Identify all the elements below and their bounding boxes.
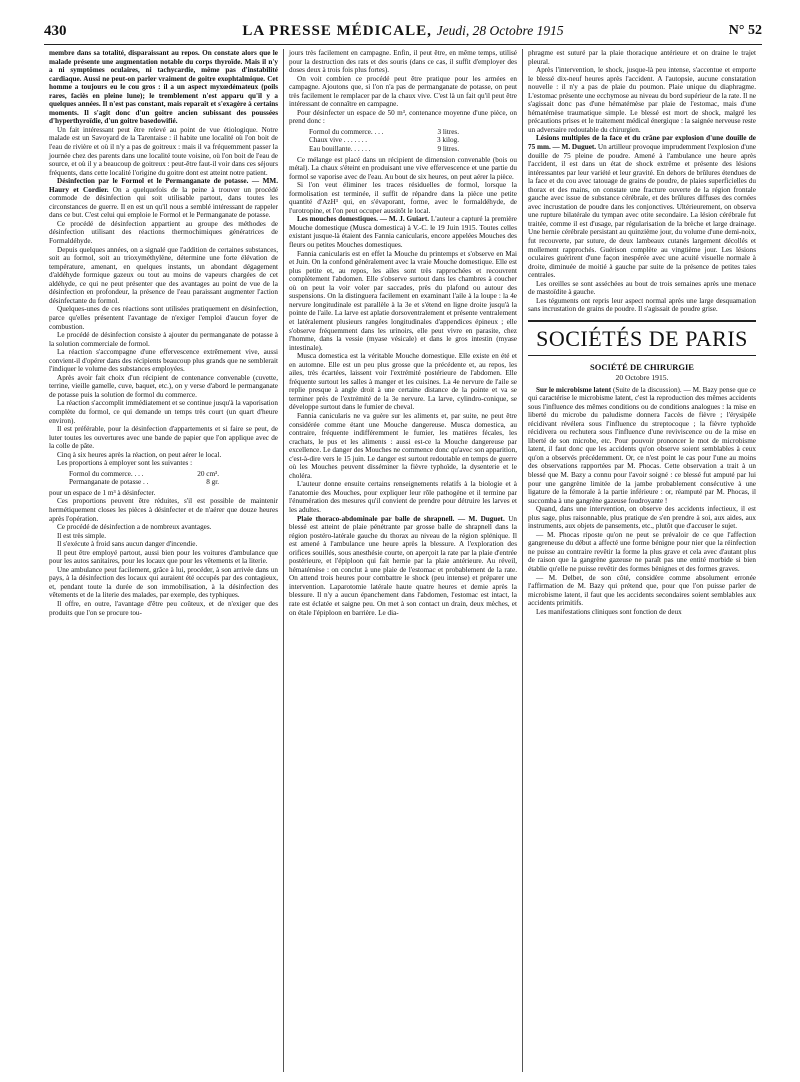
paragraph: Musca domestica est la véritable Mouche domestique. Elle existe en été et en automne. Elle est un peu plus grosse que la précédente et, au repos, les ailes, très écartées, laissent voir l'extrémité postérieure de l'abdomen. Elle fréquente surtout les salles à manger et les cuisines. La 4e nervure de l'aile se replie presque à angle droit à une certaine distance de la pointe et va se terminer près de l'extrémité de la 3e nervure. La larve, cylindro-conique, se développe surtout dans le fumier de cheval.	[289, 352, 517, 412]
table-cell: 9 litres.	[437, 145, 459, 154]
journal-title: LA PRESSE MÉDICALE,	[242, 22, 432, 39]
paragraph: — M. Phocas riposte qu'on ne peut se prévaloir de ce que l'affection gangreneuse du début a affecté une forme bénigne pour nier que la réinfection ne puisse au contraire revêtir la forme la plus grave et cela avec d'autant plus de raison que la gangrène gazeuse ne paraît pas une entité morbide si bien établie qu'elle ne puisse revêtir des formes bénignes et des formes graves.	[528, 530, 756, 573]
table-cell: Formol du commerce. . . .	[309, 127, 384, 136]
paragraph: — M. Delbet, de son côté, considère comme absolument erronée l'affirmation de M. Bazy qui prétend que, pour que l'on puisse parler de microbisme latent, il faut que les accidents secondaires soient semblables aux accidents primitifs.	[528, 573, 756, 608]
column-2	[283, 49, 522, 1072]
article-heading: Plaie thoraco-abdominale par balle de shrapnell. — M. Duguet.	[297, 514, 505, 523]
article-lesions	[528, 134, 756, 279]
paragraph: Quelques-unes de ces réactions sont utilisées pratiquement en désinfection, parce qu'elles présentent l'avantage de n'exiger l'emploi d'aucun foyer de combustion.	[49, 305, 278, 331]
column-3	[522, 49, 761, 1072]
paragraph: Après l'intervention, le shock, jusque-là peu intense, s'accentue et emporte le blessé dix-neuf heures après l'accident. A l'autopsie, aucune constatation nouvelle : il n'y a pas de plaie du poumon. Plaie unique du diaphragme. L'estomac présente une ecchymose au niveau du bord supérieur de la rate. Il ne s'agissait donc pas d'une hématémèse par plaie de l'estomac, mais d'une hématémèse traumatique simple. Le blessé est mort de shock, malgré les précautions prises et le traitement médical énergique : la saignée nerveuse reste un adversaire redoutable du chirurgien.	[528, 66, 756, 134]
article-columns	[44, 49, 762, 1072]
paragraph: Si l'on veut éliminer les traces résiduelles de formol, lorsque la formolisation est terminée, il suffit de répandre dans la pièce une petite quantité d'AzH³ qui, en s'évaporant, forme, avec le formaldéhyde, de l'urotropine, et l'on peut occuper aussitôt le local.	[289, 181, 517, 215]
paragraph: La réaction s'accompagne d'une effervescence extrêmement vive, aussi convient-il d'opérer dans des récipients beaucoup plus grands que ne semblerait l'indiquer le volume des substances employées.	[49, 348, 278, 374]
page-number: 430	[44, 22, 67, 39]
table-row	[309, 145, 459, 154]
article-plaie	[289, 515, 517, 618]
issue-number: N° 52	[728, 23, 762, 38]
paragraph: Depuis quelques années, on a signalé que l'addition de certaines substances, soit au formol, soit au trioxyméthylène, détermine une forte élévation de température, amenant, en quelques instants, un abondant dégagement d'aldéhyde formique gazeux ou tout au moins de vapeurs chargées de cet aldéhyde, ce qui ne peut présenter que des avantages au point de vue de la désinfection en profondeur, la présence de l'eau paraissant augmenter l'action désinfectante du formol.	[49, 245, 278, 305]
paragraph: pour un espace de 1 m³ à désinfecter.	[49, 488, 156, 497]
article-heading: Lésions multiples de la face et du crâne par explosion d'une douille de 75 mm. — M. Duguet.	[528, 134, 756, 152]
proportions-table	[69, 470, 278, 487]
table-cell: Eau bouillante. . . . . .	[309, 145, 371, 154]
article-formol	[49, 177, 278, 220]
paragraph: Quand, dans une intervention, on observe des accidents infectieux, il est plus sage, plus raisonnable, plus pratique de s'en prendre à soi, aux aides, aux instruments, aux objets de pansements, etc., plutôt que d'accuser le sujet.	[528, 505, 756, 531]
table-row	[69, 478, 219, 487]
paragraph: Les oreilles se sont asséchées au bout de trois semaines après une menace de mastoïdite à gauche.	[528, 279, 756, 297]
paragraph: La réaction s'accomplit immédiatement et se continue jusqu'à la vaporisation complète du formol, ce qui demande un temps très court (un quart d'heure environ).	[49, 399, 278, 425]
table-cell: 8 gr.	[206, 478, 219, 487]
paragraph: On a quelquefois de la peine à trouver un procédé commode de désinfection qui soit utilisable partout, dans toutes les circonstances de guerre. Il en est un qu'il nous a semblé intéressant de rappeler dans ce but. C'est celui qui emploie le Formol et le Permanganate de potasse.	[49, 185, 278, 220]
paragraph: Une ambulance peut facilement, grâce à lui, procéder, à son arrivée dans un pays, à la désinfection des locaux qui auraient été occupés par des contagieux, et, pendant toute la durée de son immobilisation, à la désinfection des vêtements et de la literie des malades, par exemple, des typhiques.	[49, 565, 278, 600]
article-heading: Sur le microbisme latent	[536, 385, 612, 394]
paragraph: Les manifestations cliniques sont fonction de deux	[536, 607, 682, 616]
table-row	[69, 470, 219, 479]
paragraph: Il peut être employé partout, aussi bien pour les voitures d'ambulance que pour les autos sanitaires, pour les locaux que pour les vêtements et la literie.	[49, 548, 278, 566]
paragraph: Ce procédé de désinfection appartient au groupe des méthodes de désinfection utilisant des réactions thermochimiques génératrices de Formaldéhyde.	[49, 219, 278, 246]
paragraph: On voit combien ce procédé peut être pratique pour les armées en campagne. Ajoutons que, si l'on n'a pas de permanganate de potasse, on peut très facilement le remplacer par de la chaux vive. C'est là un fait qu'il peut être intéressant de connaître en campagne.	[289, 74, 517, 109]
paragraph: Les proportions à employer sont les suivantes :	[57, 459, 193, 468]
paragraph: membre dans sa totalité, disparaissant au repos. On constate alors que le malade présente une augmentation notable du corps thyroïde. Mais il n'y a ni symptômes oculaires, ni tachycardie, même pas d'instabilité cardiaque. Aussi ne peut-on parler vraiment de goitre exophtalmique. Cet homme a toujours eu le cou gros : il a un aspect myxœdémateux (poils rares, faciès en pleine lune); le tremblement n'est apparu qu'il y a quelques années. Il n'est pas constant, mais reparaît et s'exagère à certains moments. Il s'agit donc d'un goitre ancien subissant des poussées d'hyperthyroïdie, d'un goitre basedowifié.	[49, 49, 278, 126]
table-cell: Chaux vive . . . . . . .	[309, 136, 368, 145]
quantities-table	[309, 128, 517, 154]
paragraph: Ce mélange est placé dans un récipient de dimension convenable (bois ou métal). La chaux s'éteint en produisant une vive effervescence et une partie du formol se vaporise avec de l'eau. Au bout de six heures, on peut aérer la pièce.	[289, 155, 517, 181]
section-title: SOCIÉTÉS DE PARIS	[528, 320, 756, 356]
paragraph: Le procédé de désinfection consiste à ajouter du permanganate de potasse à la solution commerciale de formol.	[49, 331, 278, 348]
paragraph: Cinq à six heures après la réaction, on peut aérer le local.	[57, 450, 222, 459]
issue-date: Jeudi, 28 Octobre 1915	[436, 22, 564, 38]
paragraph: Fannia canicularis ne va guère sur les aliments et, par suite, ne peut être considérée comme étant une Mouche dangereuse. Musca domestica, au contraire, fréquente indifféremment le fumier, les matières fécales, les crachats, le pus et les aliments : aussi est-ce la Mouche dangereuse par excellence. Le danger des Mouches ne commence donc qu'avec son apparition, c'est-à-dire vers le 15 juin. Le danger est surtout redoutable en temps de guerre où les Mouches peuvent disséminer la fièvre typhoïde, la dysenterie et le choléra.	[289, 411, 517, 480]
table-row	[309, 128, 459, 137]
newspaper-page	[44, 22, 762, 1072]
paragraph: Il s'exécute à froid sans aucun danger d'incendie.	[57, 540, 198, 549]
table-cell: Permanganate de potasse . .	[69, 478, 149, 487]
paragraph: jours très facilement en campagne. Enfin, il peut être, en même temps, utilisé pour la destruction des rats et des souris (dans ce cas, il suffit d'employer des doses deux à trois fois plus fortes).	[289, 49, 517, 75]
table-cell: 3 kilog.	[437, 136, 459, 145]
paragraph: phragme est suturé par la plaie thoracique antérieure et on draine le trajet pleural.	[528, 49, 756, 66]
article-heading: Les mouches domestiques. — M. J. Guiart.	[297, 215, 430, 224]
article-microbisme	[528, 386, 756, 506]
paragraph: Un fait intéressant peut être relevé au point de vue étiologique. Notre malade est un Savoyard de la Tarentaise : il habite une localité où l'on boit de l'eau de rivière et où il n'y a pas de goitreux : mais il va fréquemment passer la journée chez des parents dans une localité toute voisine, où l'on boit de l'eau de source, et où il y a beaucoup de goitreux : peut-être faut-il voir dans ces séjours fréquents, dans cette localité l'origine du goitre dont est atteint notre patient.	[49, 125, 278, 177]
paragraph: L'auteur donne ensuite certains renseignements relatifs à la biologie et à l'anatomie des Mouches, pour expliquer leur rôle pathogène et il termine par l'énumération des mesures qu'il convient de prendre pour détruire les larves et les adultes.	[289, 480, 517, 514]
paragraph: Fannia canicularis est en effet la Mouche du printemps et s'observe en Mai et Juin. On la confond généralement avec la vraie Mouche domestique. Elle est plus petite et, au repos, les ailes sont très rapprochées et recouvrent complètement l'abdomen. Elle s'observe surtout dans les chambres à coucher où on peut la voir voler par saccades, près du plafond ou autour des suspensions. On la distinguera facilement en examinant l'aile à la loupe : la 4e nervure longitudinale est parallèle à la 3e et s'étend en ligne droite jusqu'à la pointe de l'aile. La larve est aplatie dorsoventralement et présente ventralement et latéralement plusieurs rangées longitudinales d'appendices épineux ; elle s'observe fréquemment dans les urinoirs, elle peut vivre en parasite, chez l'homme, dans la vessie (myase vésicale) et dans le gros intestin (myase intestinale).	[289, 249, 517, 352]
table-cell: 3 litres.	[437, 127, 459, 136]
paragraph: (Suite de la discussion). — M. Bazy pense que ce qui caractérise le microbisme latent, c'est la reproduction des mêmes accidents sous l'influence des mêmes conditions ou de conditions analogues : la mise en liberté du microbe du paludisme donnera l'accès de fièvre ; l'érysipèle récidivant révélera sous l'influence du streptocoque ; la fièvre typhoïde récidivera ou rechutera sous l'influence d'une reviviscence ou de la mise en liberté de son microbe, etc. Pour pouvoir prononcer le mot de microbisme latent, il faut donc que les accidents qu'on observe soient semblables à ceux qu'on a observés précédemment. Or, ce n'est point le cas pour l'une au moins des observations rapportées par M. Phocas. Cette observation a trait à un blessé que M. Bazy a connu pour l'avoir soigné : ce blessé fut amputé par lui pour une gangrène limitée de la jambe probablement consécutive à une ligature de la fémorale à la partie inférieure : or, réamputé par M. Phocas, il succomba à une gangrène gazeuse foudroyante !	[528, 385, 756, 505]
session-date: 20 Octobre 1915.	[615, 372, 669, 382]
article-heading: Désinfection par le Formol et le Permanganate de potasse. — MM. Haury et Cordier.	[49, 177, 278, 194]
paragraph: Après avoir fait choix d'un récipient de contenance convenable (cuvette, terrine, vieille gamelle, cuve, baquet, etc.), on y verse d'abord le permanganate de potasse puis la solution de formol du commerce.	[49, 373, 278, 399]
masthead	[242, 23, 563, 40]
page-header	[44, 22, 762, 45]
paragraph: Il est préférable, pour la désinfection d'appartements et si faire se peut, de luter toutes les ouvertures avec une bande de papier que l'on applique avec de la colle de pâte.	[49, 425, 278, 451]
society-name: SOCIÉTÉ DE CHIRURGIE	[590, 361, 694, 372]
table-row	[309, 136, 459, 145]
paragraph: Il est très simple.	[57, 531, 107, 540]
paragraph: Ce procédé de désinfection a de nombreux avantages.	[57, 523, 212, 532]
paragraph: Pour désinfecter un espace de 50 m³, contenance moyenne d'une pièce, on prend donc :	[289, 108, 517, 126]
table-cell: Formol du commerce. . . .	[69, 469, 144, 478]
paragraph: L'auteur a capturé la première Mouche domestique (Musca domestica) à V.-C. le 19 Juin 1915. Toutes celles existant jusque-là étaient des Fannia canicularis, encore appelées Mouches des fleurs ou petites Mouches domestiques.	[289, 215, 517, 250]
paragraph: Un artilleur provoque imprudemment l'explosion d'une douille de 75 pleine de poudre. Amené à l'ambulance une heure après l'accident, il est dans un état de shock extrême et présente des lésions intéressantes par leur variété et leur gravité. En dehors de brûlures étendues de la face et du cou avec tatouage de grains de poudre, de plaies superficielles du thorax et des mains, on constate une fracture ouverte de la région frontale gauche avec issue de substance cérébrale, et des brûlures diffuses des cornées avec incrustation de poudre dans les conjonctives. Ultérieurement, on observa une rupture bilatérale du tympan avec otite secondaire. La lésion cérébrale fut traitée, comme il est d'usage, par régularisation de la brèche et large drainage. Une hernie cérébrale persistant au quinzième jour, du volume d'une demi-noix, fut recouverte, par suture, de deux lambeaux cutanés largement décollés et mollement rapprochés. Guérison complète au vingtième jour. Les lésions oculaires guérirent d'une façon inespérée avec une acuité visuelle normale à droite, diminuée de moitié à gauche par suite de la présence de petites taies centrales.	[528, 143, 756, 280]
paragraph: Ces proportions peuvent être réduites, s'il est possible de maintenir hermétiquement closes les pièces à désinfecter et de n'aérer que douze heures après l'opération.	[49, 497, 278, 523]
article-mouches	[289, 215, 517, 249]
column-1	[44, 49, 283, 1072]
paragraph: Un blessé est atteint de plaie pénétrante par grosse balle de shrapnell dans la région postéro-latérale gauche du thorax au niveau de la région splénique. Il est amené à l'ambulance une heure après la blessure. A l'exploration des orifices souillés, sous anesthésie courte, on aperçoit la rate par la plaie d'entrée postérieure, et l'épiploon qui fait hernie par la plaie antérieure. Au réveil, hématémèse : on conclut à une plaie de l'estomac et probablement de la rate. On attend trois heures pour combattre le shock (peu intense) et préparer une intervention. Laparotomie latérale haute quatre heures et demie après la blessure. Il n'y a aucun épanchement dans l'abdomen, l'estomac est intact, la rate est éclatée et saigne peu. On met à son contact un drain, deux mèches, et on étale l'épiploon en barrière. Le dia-	[289, 514, 517, 617]
paragraph: Il offre, en outre, l'avantage d'être peu coûteux, et de n'exiger que des produits que l'on se procure tou-	[49, 600, 278, 617]
paragraph: Les téguments ont repris leur aspect normal après une large desquamation sans incrustation de grains de poudre. Il s'agissait de poudre grise.	[528, 296, 756, 314]
table-cell: 20 cm³.	[197, 469, 219, 478]
